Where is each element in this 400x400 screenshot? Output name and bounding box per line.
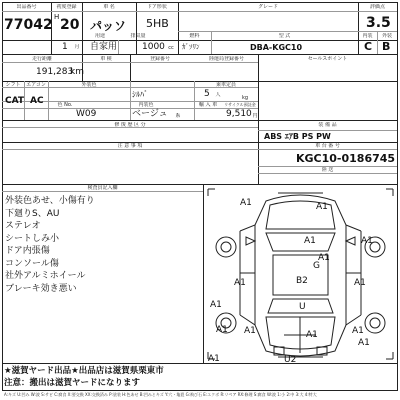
footer-line-1: ★滋賀ヤード出品★出品店は滋賀県栗東市	[4, 366, 164, 376]
footer-legend: A:キズ U:凹み W:波 S:サビ C:腐食 X:要交換 XX:交換済み P:塗装 H:色あせ B:凹みとキズ Y:穴・亀裂 G:飛び石 E:エクボ R:リペア RX:修理 S:腐食 W:波 1:小 2:中 3:大 4:特大	[4, 392, 317, 397]
km-unit: km	[70, 67, 84, 77]
capacity-unit: 人	[215, 92, 221, 98]
recycle-label: リサイクル預託金	[224, 102, 256, 107]
inspector-notes	[5, 195, 95, 295]
diagram-mark: U	[299, 302, 306, 312]
diagram-mark: A1	[361, 236, 373, 246]
use-label: 用途	[94, 33, 105, 39]
diagram-mark: U2	[284, 355, 297, 363]
color-no-label: 色 No.	[57, 102, 73, 108]
lot-no-label: 出品番号	[16, 4, 37, 10]
use: 自家用	[90, 42, 118, 52]
int-color: ベージュ	[132, 109, 168, 119]
shift: CAT	[5, 96, 25, 106]
month: 1	[62, 42, 68, 52]
exterior-label: 外装	[381, 33, 392, 39]
diagram-mark: A1	[352, 326, 364, 336]
era: H	[54, 13, 60, 21]
inspection-label: 車 検	[100, 56, 112, 62]
interior-score: C	[364, 40, 373, 53]
score: 3.5	[366, 15, 391, 31]
diagram-mark: A1	[234, 278, 246, 288]
note-line: シートしみ小	[5, 233, 60, 244]
footer-line-2: 注意：搬出は滋賀ヤードになります	[4, 378, 141, 388]
ac: AC	[30, 96, 44, 106]
int-color-label: 内装色	[138, 102, 154, 108]
reg-label: 登録番号	[149, 56, 170, 62]
name-label: 車 名	[103, 4, 115, 10]
displacement: 1000	[142, 42, 165, 52]
import-label: 輸 入 車	[198, 102, 218, 108]
load-unit: kg	[241, 95, 249, 101]
interior-label: 内装	[362, 33, 373, 39]
shift-label: シフト	[5, 82, 21, 88]
note-line: 外装色あせ、小傷有り	[5, 196, 95, 206]
diagram-mark: A1	[216, 325, 228, 335]
note-line: 下廻りS、AU	[5, 208, 60, 219]
notes-label: 注 意 事 項	[117, 143, 143, 149]
exterior-score: B	[382, 40, 391, 53]
grade-label: グレード	[257, 4, 278, 10]
score-label: 評価点	[369, 4, 385, 10]
color-no: W09	[76, 109, 97, 119]
diagram-mark: G	[313, 261, 320, 271]
car-damage-diagram	[204, 185, 397, 363]
history-label: 修 復 歴 区 分	[114, 122, 146, 128]
color-label: 外装色	[81, 82, 97, 88]
number-label: 陸運局登録番号	[208, 56, 244, 62]
diagram-mark: A1	[244, 326, 256, 336]
frame-label: 車 台 番 号	[315, 143, 340, 149]
note-line: ステレオ	[5, 221, 41, 231]
sales-point-label: セールスポイント	[307, 56, 348, 62]
month-label: 月	[74, 44, 80, 50]
yen-unit: 円	[252, 113, 258, 119]
model-label: 型 式	[278, 33, 291, 39]
diagram-mark: A1	[240, 198, 252, 208]
int-color-suffix: 系	[175, 113, 181, 119]
capacity: 5	[204, 89, 210, 99]
diagram-mark: A1	[306, 330, 318, 340]
fuel: ｶﾞｿﾘﾝ	[182, 43, 200, 51]
frame-no: KGC10-0186745	[296, 152, 396, 165]
capacity-label: 乗車定員	[215, 82, 236, 88]
diagram-mark: A1	[318, 253, 330, 263]
note-line: ブレーキ効き悪い	[5, 283, 77, 294]
fuel-label: 燃料	[189, 33, 200, 39]
diagram-mark: A1	[354, 278, 366, 288]
diagram-mark: A1	[316, 202, 328, 212]
mileage-label: 走行距離	[31, 56, 52, 62]
equipment-label: 装 備 品	[318, 122, 337, 128]
ac-label: エアコン	[26, 82, 46, 88]
diagram-mark: A1	[210, 300, 222, 310]
color: ｼﾙﾊﾞ	[132, 90, 148, 99]
cc-unit: cc	[168, 45, 174, 51]
note-line: コンソール傷	[5, 258, 59, 269]
note-line: 社外アルミホイール	[5, 271, 86, 281]
diagram-mark: B2	[296, 276, 308, 286]
diagram-mark: A1	[208, 354, 220, 363]
year-label: 初度登録	[56, 4, 77, 10]
lot-no: 77042	[4, 17, 53, 33]
equipment: ABS ｴｱB PS PW	[264, 132, 331, 141]
inspector-label: 検査員記入欄	[87, 185, 118, 191]
model: DBA-KGC10	[250, 43, 303, 52]
recycle: 9,510	[226, 109, 252, 119]
door-label: ドア形状	[147, 4, 167, 10]
door-type: 5HB	[146, 17, 169, 30]
diagram-mark: A1	[304, 236, 316, 246]
cc-label: 排気量	[130, 33, 146, 39]
year: 20	[60, 17, 80, 33]
diagram-mark: A1	[358, 338, 370, 348]
flag-label: 陸 送	[321, 167, 334, 173]
car-name: パッソ	[90, 19, 127, 33]
note-line: ドア内張傷	[5, 246, 50, 256]
mileage: 191,283	[36, 67, 74, 77]
